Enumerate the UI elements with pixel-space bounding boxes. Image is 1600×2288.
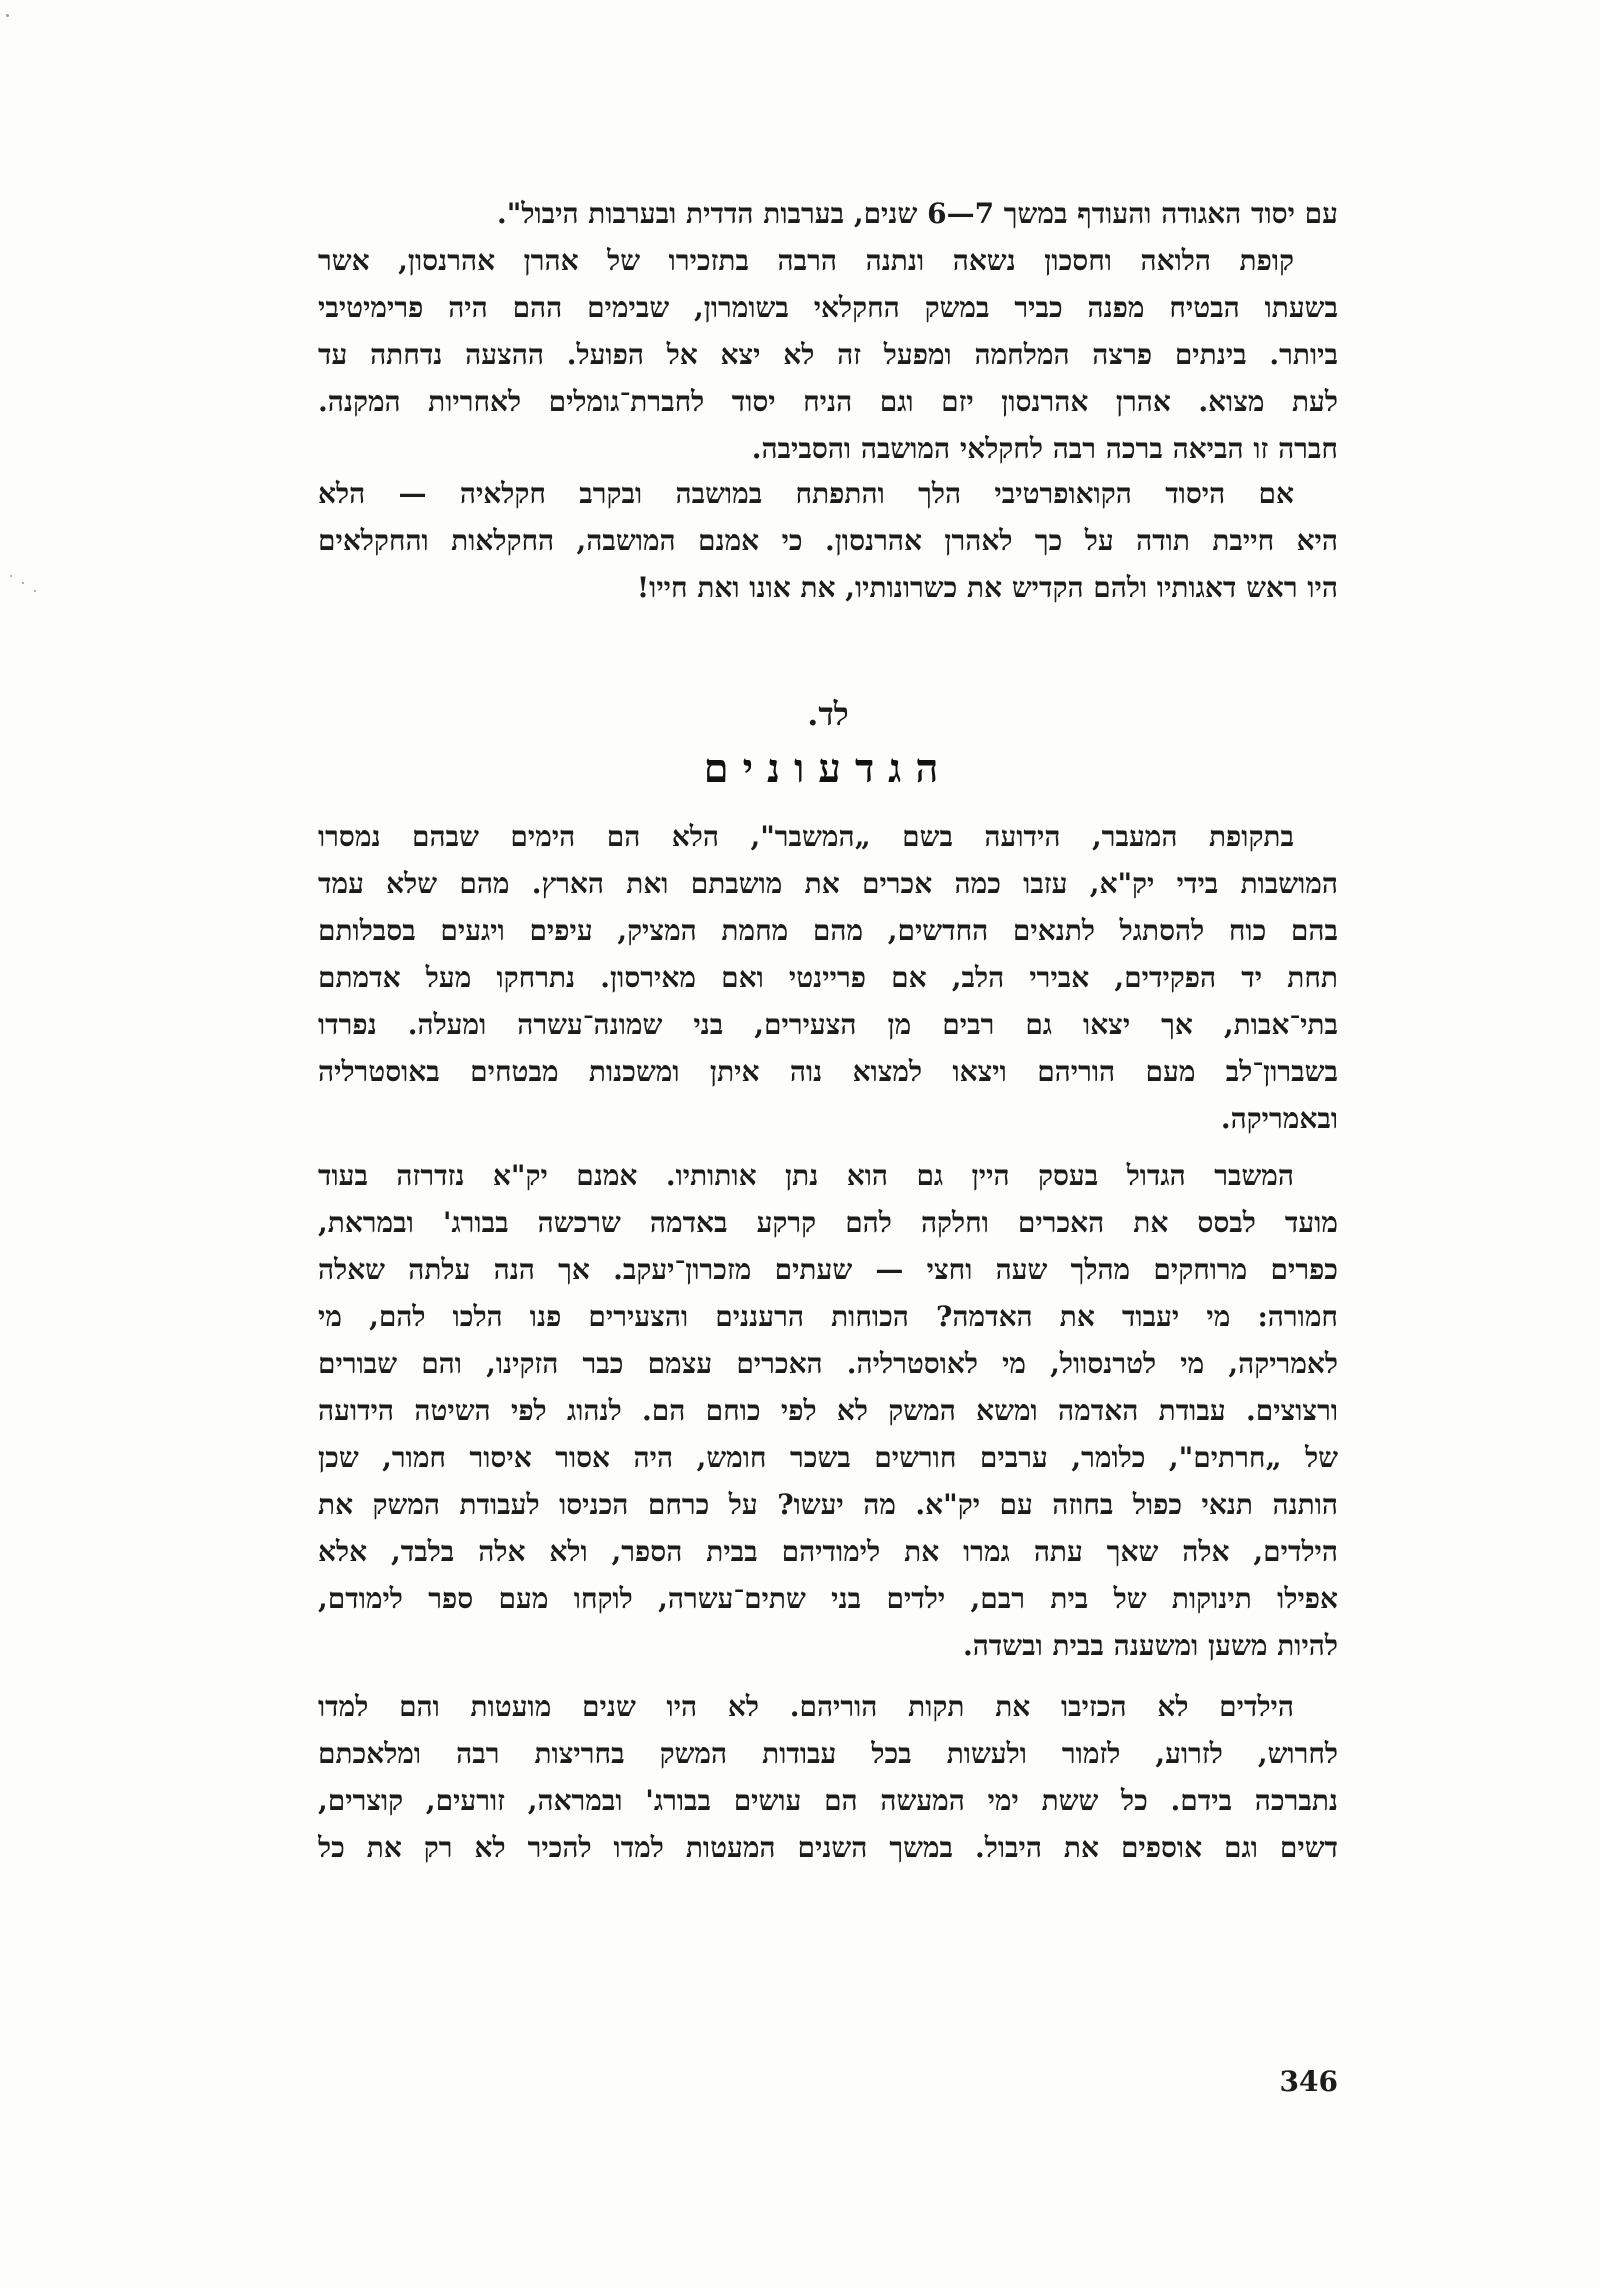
scan-speck [34,590,36,592]
text-line: לעת מצוא. אהרן אהרנסון יזם וגם הניח יסוד לחברת־גומלים לאחריות המקנה. [318,385,1338,418]
text-line: ביותר. בינתים פרצה המלחמה ומפעל זה לא יצא אל הפועל. ההצעה נדחתה עד [318,338,1338,371]
text-line: בשעתו הבטיח מפנה כביר במשק החקלאי בשומרון, שבימים ההם היה פרימיטיבי [318,291,1338,324]
text-line: לאמריקה, מי לטרנסוול, מי לאוסטרליה. האכרים עצמם כבר הזקינו, והם שבורים [318,1347,1338,1380]
paragraph [318,237,1338,472]
paragraph-continuation [318,190,1338,237]
text-line: תחת יד הפקידים, אבירי הלב, אם פריינטי ואם מאירסון. נתרחקו מעל אדמתם [318,961,1338,994]
text-line: לחרוש, לזרוע, לזמור ולעשות בכל עבודות המשק בחריצות רבה ומלאכתם [318,1737,1338,1770]
text-line: דשים וגם אוספים את היבול. במשך השנים המעטות למדו להכיר לא רק את כל [318,1831,1338,1864]
chapter-title: הגדעונים [703,745,953,792]
text-line: היו ראש דאגותיו ולהם הקדיש את כשרונותיו, את אונו ואת חייו! [636,571,1338,604]
text-line: המשבר הגדול בעסק היין גם הוא נתן אותותיו. אמנם יק"א נזדרזה בעוד [318,1159,1294,1192]
text-line: ובאמריקה. [1220,1102,1338,1135]
text-line: של „חרתים", כלומר, ערבים חורשים בשכר חומש, היה אסור איסור חמור, שכן [318,1441,1338,1474]
text-line: בהם כוח להסתגל לתנאים החדשים, מהם מחמת המציק, עיפים ויגעים בסבלותם [318,914,1338,947]
text-line: בתקופת המעבר, הידועה בשם „המשבר", הלא הם הימים שבהם נמסרו [318,820,1294,853]
text-line: הילדים, אלה שאך עתה גמרו את לימודיהם בבית הספר, ולא אלה בלבד, אלא [318,1535,1338,1568]
text-line: אפילו תינוקות של בית רבם, ילדים בני שתים־עשרה, לוקחו מעם ספר לימודם, [318,1582,1338,1615]
paragraph [318,813,1338,1142]
scan-speck [10,575,12,577]
paragraph [318,470,1338,611]
text-line: אם היסוד הקואופרטיבי הלך והתפתח במושבה ובקרב חקלאיה — הלא [318,477,1294,510]
text-line: בתי־אבות, אך יצאו גם רבים מן הצעירים, בני שמונה־עשרה ומעלה. נפרדו [318,1008,1338,1041]
text-line: כפרים מרוחקים מהלך שעה וחצי — שעתים מזכרון־יעקב. אך הנה עלתה שאלה [318,1253,1338,1286]
page-number: 346 [1279,2065,1338,2098]
chapter-number: לד. [807,695,849,733]
text-line: חברה זו הביאה ברכה רבה לחקלאי המושבה והסביבה. [751,432,1338,465]
paragraph [318,1152,1338,1669]
text-line: להיות משען ומשענה בבית ובשדה. [962,1629,1338,1662]
scan-speck [6,14,9,17]
text-line: חמורה: מי יעבוד את האדמה? הכוחות הרעננים והצעירים פנו הלכו להם, מי [318,1300,1338,1333]
scan-speck [22,582,24,584]
text-line: בשברון־לב מעם הוריהם ויצאו למצוא נוה איתן ומשכנות מבטחים באוסטרליה [318,1055,1338,1088]
text-line: ורצוצים. עבודת האדמה ומשא המשק לא לפי כוחם הם. לנהוג לפי השיטה הידועה [318,1394,1338,1427]
text-line: נתברכה בידם. כל ששת ימי המעשה הם עושים בבורג' ובמראה, זורעים, קוצרים, [318,1784,1338,1817]
text-line: היא חייבת תודה על כך לאהרן אהרנסון. כי אמנם המושבה, החקלאות והחקלאים [318,524,1338,557]
text-line: עם יסוד האגודה והעודף במשך 7—6 שנים, בערבות הדדית ובערבות היבול". [497,197,1338,230]
text-line: קופת הלואה וחסכון נשאה ונתנה הרבה בתזכירו של אהרן אהרנסון, אשר [318,244,1294,277]
text-line: המושבות בידי יק"א, עזבו כמה אכרים את מושבתם ואת הארץ. מהם שלא עמד [318,867,1338,900]
text-line: הותנה תנאי כפול בחוזה עם יק"א. מה יעשו? על כרחם הכניסו לעבודת המשק את [318,1488,1338,1521]
text-line: מועד לבסס את האכרים וחלקה להם קרקע באדמה שרכשה בבורג' ובמראת, [318,1206,1338,1239]
text-line: הילדים לא הכזיבו את תקות הוריהם. לא היו שנים מועטות והם למדו [318,1690,1294,1723]
paragraph [318,1683,1338,1871]
